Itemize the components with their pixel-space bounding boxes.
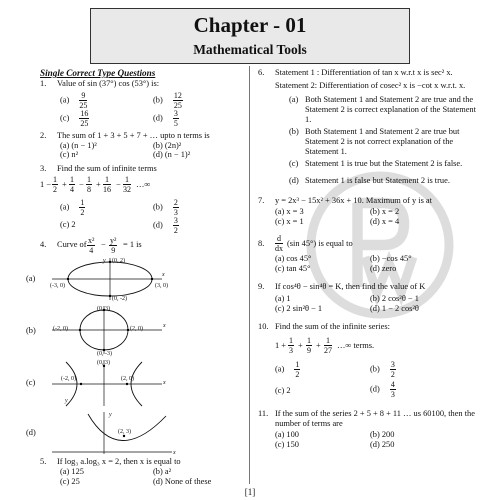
option-a[interactable]: (a) (0, 2) (-3, 0) (3, 0) (0, -2) x y [26, 258, 168, 302]
option-b[interactable]: (b) (2n)² [153, 141, 182, 150]
option-b[interactable]: (b) Both Statement 1 and Statement 2 are true but Statement 2 is not correct explanation of the Statement 1. [289, 127, 460, 156]
column-divider [249, 66, 250, 484]
question-4 [26, 236, 245, 456]
question-1 [40, 79, 245, 127]
page-number: [1] [244, 487, 256, 497]
question-text: Value of sin (37°) cos (53°) is: [57, 79, 160, 88]
question-text: Find the sum of infinite terms [57, 164, 157, 173]
option-a[interactable]: (a) (n − 1)² [60, 141, 97, 150]
question-number: 9. [258, 282, 265, 291]
option-a[interactable]: (a) 125 [60, 467, 84, 476]
chapter-title: Chapter - 01 [193, 13, 307, 37]
question-number: 4. [40, 240, 47, 249]
question-text: The sum of 1 + 3 + 5 + 7 + … upto n terms is [57, 131, 210, 140]
question-text-2: Statement 2: Differentiation of cosec² x is −cot x w.r.t. x. [275, 81, 466, 90]
option-b[interactable]: (b) a² [153, 467, 172, 476]
option-d[interactable]: (d) $\frac{3}{5}$ [153, 109, 178, 128]
question-text: If cos⁴θ − sin⁴θ = K, then find the value of K [275, 282, 426, 291]
section-title: Single Correct Type Questions [40, 68, 156, 78]
chapter-header [90, 8, 410, 64]
question-number: 1. [40, 79, 47, 88]
option-d[interactable]: (d) Statement 1 is false but Statement 2 is true. [289, 176, 450, 185]
option-c[interactable]: (c) 150 [275, 440, 299, 449]
right-column [258, 68, 483, 451]
question-text: $\frac{d}{dx}$ (sin 45°) is equal to [275, 234, 353, 253]
option-c[interactable]: (c) 2 [60, 220, 76, 229]
question-text: Statement 1 : Differentiation of tan x w.r.t x is sec² x. [275, 68, 453, 77]
option-c[interactable]: (c) Statement 1 is true but the Statement 2 is false. [289, 159, 463, 168]
question-text: If log₃ a.log₃ x = 2, then x is equal to [57, 457, 181, 466]
option-c[interactable]: (c) (0, 3) (-2, 0) (2, 0) x y [23, 358, 228, 408]
question-text: Curve of $\frac{\text{x²}}{4}$ − $\frac{\text{y²}}{9}$ = 1 is [57, 236, 142, 255]
question-5 [40, 457, 245, 487]
option-d[interactable]: (d) x = 4 [370, 217, 400, 226]
option-a[interactable]: (a) $\frac{1}{2}$ [275, 360, 300, 379]
option-a[interactable]: (a) 1 [275, 294, 291, 303]
option-c[interactable]: (c) 25 [60, 477, 80, 486]
question-3 [40, 164, 245, 234]
option-c[interactable]: (c) tan 45° [275, 264, 311, 273]
option-a[interactable]: (a) x = 3 [275, 207, 304, 216]
question-10 [258, 322, 483, 401]
option-c[interactable]: (c) n² [60, 150, 79, 159]
option-d[interactable]: (d) $\frac{4}{3}$ [370, 380, 395, 399]
ellipse-graph-a [48, 256, 168, 302]
question-9 [258, 282, 483, 316]
option-b[interactable]: (b) $\frac{3}{2}$ [370, 360, 395, 379]
option-d[interactable]: (d) (2, 3) x y [23, 410, 228, 456]
option-d[interactable]: (d) 1 − 2 cos²θ [370, 304, 419, 313]
option-d[interactable]: (d) (n − 1)² [153, 150, 191, 159]
option-b[interactable]: (b) (0, 3) (-2, 0) (2, 0) (0, -3) x [23, 304, 228, 356]
chapter-subtitle: Mathematical Tools [193, 42, 307, 57]
question-text: Find the sum of the infinite series: [275, 322, 390, 331]
option-d[interactable]: (d) zero [370, 264, 397, 273]
question-text: y = 2x³ − 15x² + 36x + 10. Maximum of y is at [275, 196, 432, 205]
option-c[interactable]: (c) $\frac{16}{25}$ [60, 109, 89, 128]
question-number: 2. [40, 131, 47, 140]
question-text: If the sum of the series 2 + 5 + 8 + 11 … us 60100, then the number of terms are [275, 409, 475, 428]
question-2 [40, 131, 245, 161]
question-number: 10. [258, 322, 269, 331]
option-b[interactable]: (b) $\frac{12}{25}$ [153, 91, 182, 110]
option-b[interactable]: (b) $\frac{2}{3}$ [153, 198, 178, 217]
option-c[interactable]: (c) 2 sin²θ − 1 [275, 304, 323, 313]
option-b[interactable]: (b) x = 2 [370, 207, 400, 216]
option-d[interactable]: (d) None of these [153, 477, 212, 486]
infinite-series: 1 − $\frac{1}{2}$ + $\frac{1}{4}$ − $\frac{1}{8}$ + $\frac{1}{16}$ − $\frac{1}{32}$ …∞ [40, 175, 151, 194]
option-a[interactable]: (a) $\frac{1}{2}$ [60, 198, 85, 217]
option-a[interactable]: (a) cos 45° [275, 254, 312, 263]
question-number: 5. [40, 457, 47, 466]
option-b[interactable]: (b) −cos 45° [370, 254, 412, 263]
question-number: 11. [258, 409, 269, 418]
option-c[interactable]: (c) 2 [275, 386, 291, 395]
option-b[interactable]: (b) 200 [370, 430, 395, 439]
question-number: 8. [258, 239, 265, 248]
left-column [26, 68, 245, 487]
option-d[interactable]: (d) $\frac{3}{2}$ [153, 216, 178, 235]
question-6 [258, 68, 483, 91]
option-a[interactable]: (a) $\frac{9}{25}$ [60, 91, 88, 110]
infinite-series: 1 + $\frac{1}{3}$ + $\frac{1}{9}$ + $\frac{1}{27}$ …∞ terms. [275, 336, 375, 355]
option-d[interactable]: (d) 250 [370, 440, 395, 449]
question-8 [258, 234, 483, 276]
question-11 [258, 409, 483, 451]
question-number: 6. [258, 68, 265, 77]
question-number: 7. [258, 196, 265, 205]
option-c[interactable]: (c) x = 1 [275, 217, 304, 226]
option-a[interactable]: (a) 100 [275, 430, 299, 439]
question-7 [258, 196, 483, 228]
question-number: 3. [40, 164, 47, 173]
option-b[interactable]: (b) 2 cos²θ − 1 [370, 294, 419, 303]
option-a[interactable]: (a) Both Statement 1 and Statement 2 are true and the Statement 2 is correct explanation of the Statement 1. [289, 95, 476, 124]
